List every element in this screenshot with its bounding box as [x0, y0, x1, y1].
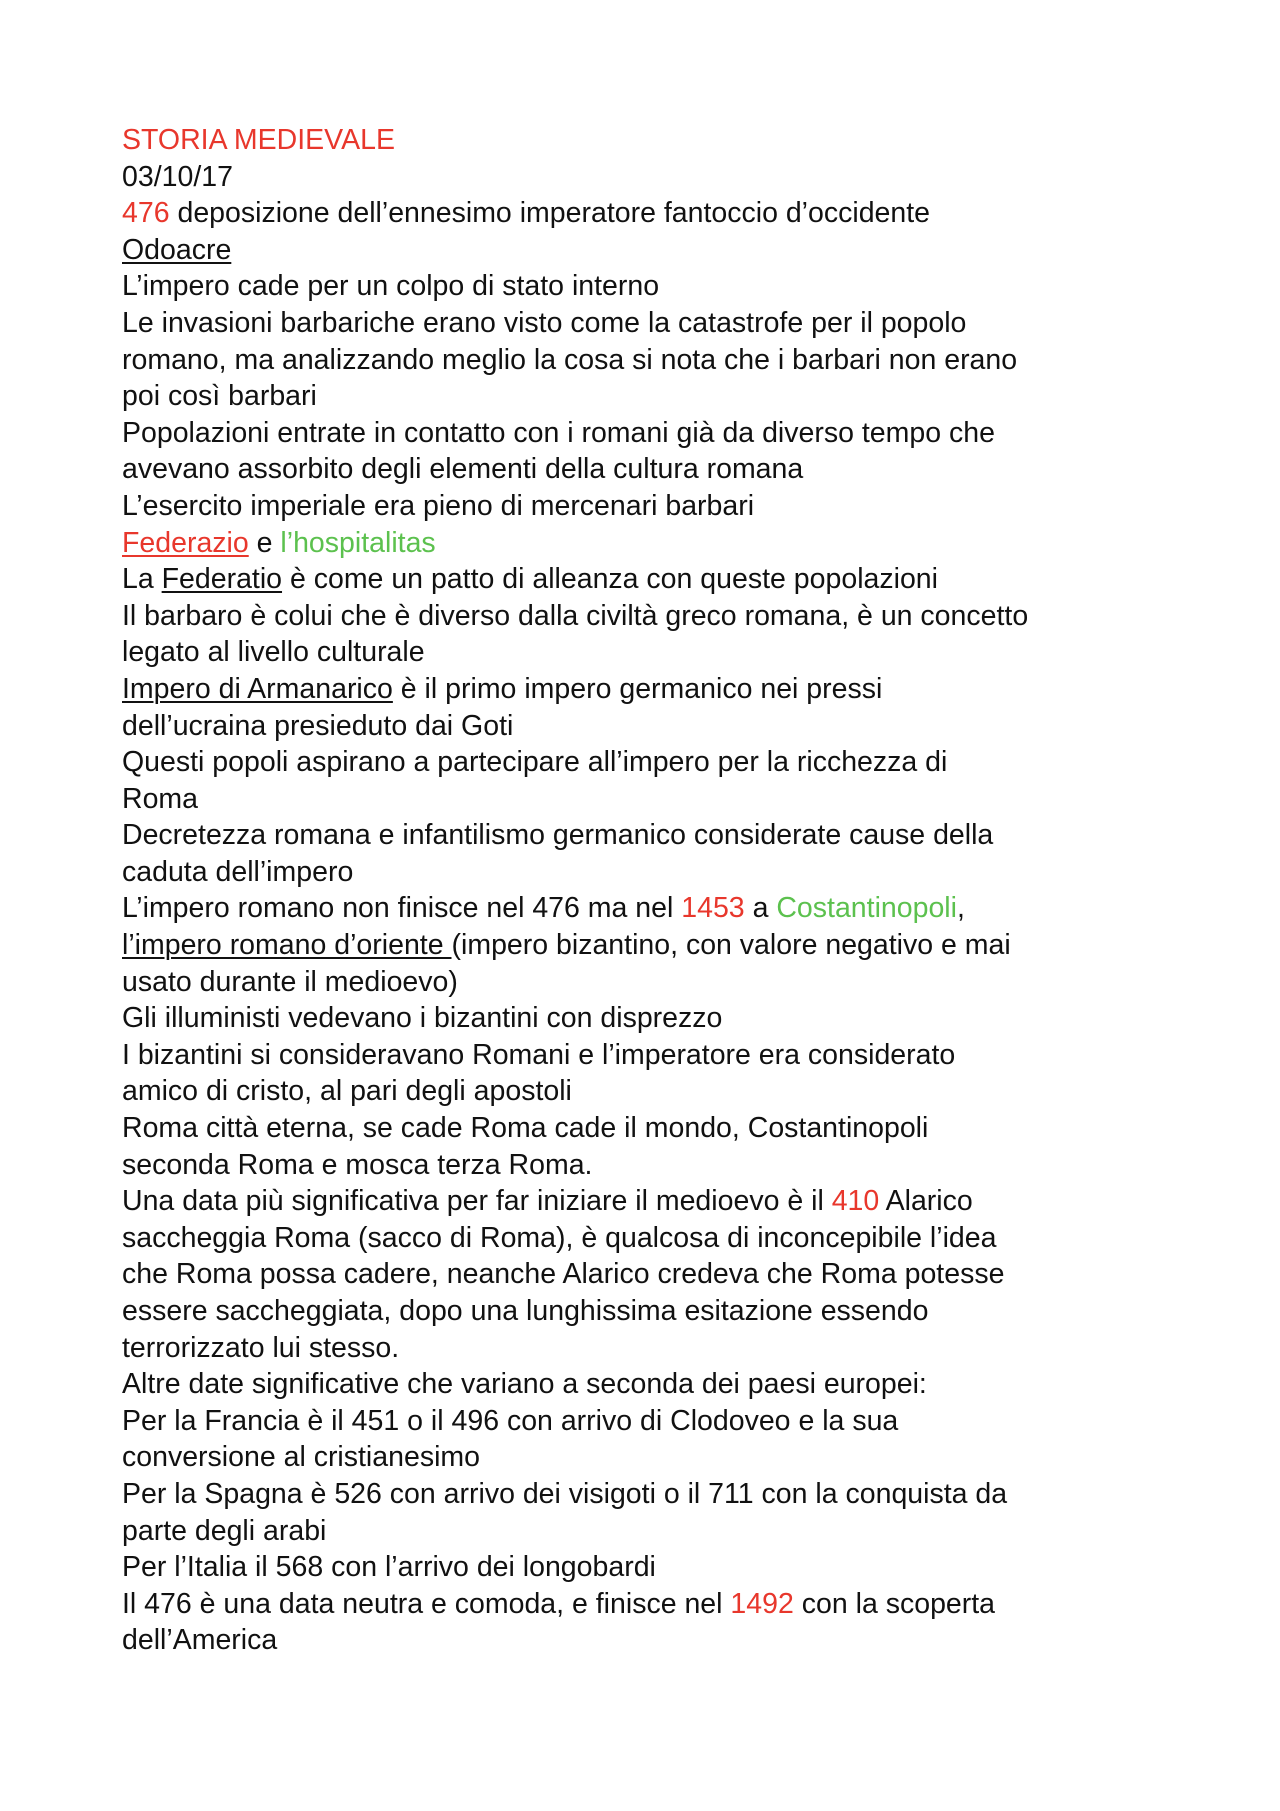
text-segment: dell’America — [122, 1624, 278, 1657]
text-segment: essere saccheggiata, dopo una lunghissima esitazione essendo — [122, 1295, 929, 1327]
text-line — [122, 378, 1202, 415]
text-segment: con la scoperta — [793, 1587, 996, 1620]
text-segment: caduta dell’impero — [122, 855, 354, 888]
text-line — [122, 1439, 1202, 1476]
text-line — [122, 1293, 1202, 1330]
text-segment: La — [122, 563, 162, 596]
text-line — [122, 1366, 1202, 1403]
document-date: 03/10/17 — [122, 160, 233, 193]
text-line — [122, 342, 1202, 379]
text-line — [122, 1220, 1202, 1257]
text-line — [122, 415, 1202, 452]
text-segment: (impero bizantino, con valore negativo e mai — [451, 929, 1011, 962]
text-segment: terrorizzato lui stesso. — [122, 1331, 400, 1364]
text-line — [122, 1476, 1202, 1513]
text-line — [122, 927, 1202, 964]
text-line — [122, 1330, 1202, 1367]
text-line — [122, 1037, 1202, 1074]
text-line — [122, 1403, 1202, 1440]
text-line — [122, 305, 1202, 342]
text-segment: Popolazioni entrate in contatto con i romani già da diverso tempo che — [122, 416, 995, 449]
text-line — [122, 744, 1202, 781]
text-segment: Alarico — [879, 1185, 973, 1218]
text-segment: Gli illuministi vedevano i bizantini con disprezzo — [122, 1002, 723, 1035]
highlighted-term: 1453 — [681, 892, 745, 925]
text-segment: Roma — [122, 782, 199, 815]
text-line — [122, 890, 1202, 927]
highlighted-term: 476 — [122, 197, 170, 230]
text-segment: legato al livello culturale — [122, 636, 425, 669]
highlighted-term: 1492 — [730, 1587, 794, 1620]
text-line — [122, 232, 1202, 269]
text-segment: deposizione dell’ennesimo imperatore fantoccio d’occidente — [169, 197, 931, 230]
text-segment: Questi popoli aspirano a partecipare all’impero per la ricchezza di — [122, 746, 948, 779]
text-segment: che Roma possa cadere, neanche Alarico credeva che Roma potesse — [122, 1258, 1005, 1291]
text-segment: Per la Spagna è 526 con arrivo dei visigoti o il 711 con la conquista da — [122, 1477, 1008, 1510]
document-page — [122, 122, 1202, 1659]
text-segment: Una data più significativa per far iniziare il medioevo è il — [122, 1185, 832, 1218]
text-line — [122, 1549, 1202, 1586]
text-segment: Per l’Italia il 568 con l’arrivo dei longobardi — [122, 1551, 656, 1584]
text-segment: usato durante il medioevo) — [122, 965, 458, 998]
text-line — [122, 964, 1202, 1001]
highlighted-term: Costantinopoli — [776, 892, 957, 925]
text-line — [122, 488, 1202, 525]
text-segment: saccheggia Roma (sacco di Roma), è qualcosa di inconcepibile l’idea — [122, 1221, 997, 1254]
text-segment: romano, ma analizzando meglio la cosa si nota che i barbari non erano — [122, 343, 1018, 376]
text-segment: avevano assorbito degli elementi della cultura romana — [122, 453, 804, 486]
text-segment: Decretezza romana e infantilismo germanico considerate cause della — [122, 819, 994, 852]
highlighted-term: l’impero romano d’oriente — [122, 929, 452, 962]
text-line — [122, 781, 1202, 818]
text-line — [122, 1586, 1202, 1623]
text-segment: Altre date significative che variano a seconda dei paesi europei: — [122, 1368, 927, 1401]
text-line — [122, 1183, 1202, 1220]
text-segment: conversione al cristianesimo — [122, 1441, 480, 1474]
text-segment: e — [248, 526, 281, 559]
document-body — [122, 195, 1202, 1659]
text-line — [122, 1000, 1202, 1037]
text-line — [122, 561, 1202, 598]
text-segment: poi così barbari — [122, 380, 317, 413]
text-line — [122, 598, 1202, 635]
text-line — [122, 195, 1202, 232]
text-line — [122, 634, 1202, 671]
text-segment: Le invasioni barbariche erano visto come la catastrofe per il popolo — [122, 306, 967, 339]
text-segment: Per la Francia è il 451 o il 496 con arrivo di Clodoveo e la sua — [122, 1404, 899, 1437]
text-line — [122, 268, 1202, 305]
highlighted-term: 410 — [831, 1185, 880, 1218]
text-segment: è come un patto di alleanza con queste popolazioni — [282, 563, 938, 596]
text-segment: a — [744, 892, 777, 925]
highlighted-term: Odoacre — [122, 233, 232, 266]
text-segment: I bizantini si consideravano Romani e l’imperatore era considerato — [122, 1038, 956, 1071]
text-segment: L’esercito imperiale era pieno di mercenari barbari — [122, 489, 755, 522]
text-line — [122, 854, 1202, 891]
text-line — [122, 451, 1202, 488]
text-line — [122, 1147, 1202, 1184]
text-segment: Il barbaro è colui che è diverso dalla civiltà greco romana, è un concetto — [122, 599, 1029, 632]
text-segment: seconda Roma e mosca terza Roma. — [122, 1148, 593, 1181]
text-segment: , — [956, 892, 965, 925]
highlighted-term: l’hospitalitas — [280, 526, 436, 559]
highlighted-term: Federatio — [161, 563, 283, 596]
text-line — [122, 525, 1202, 562]
text-line — [122, 1513, 1202, 1550]
text-line — [122, 1622, 1202, 1659]
text-line — [122, 1256, 1202, 1293]
text-segment: parte degli arabi — [122, 1514, 327, 1547]
text-segment: Il 476 è una data neutra e comoda, e finisce nel — [122, 1587, 731, 1620]
text-segment: dell’ucraina presieduto dai Goti — [122, 709, 514, 742]
text-segment: è il primo impero germanico nei pressi — [392, 672, 883, 705]
text-segment: L’impero cade per un colpo di stato interno — [122, 270, 660, 303]
text-line — [122, 1110, 1202, 1147]
text-line — [122, 671, 1202, 708]
document-title: STORIA MEDIEVALE — [122, 124, 395, 156]
text-segment: L’impero romano non finisce nel 476 ma nel — [122, 892, 682, 925]
text-line — [122, 1073, 1202, 1110]
text-segment: amico di cristo, al pari degli apostoli — [122, 1075, 572, 1108]
highlighted-term: Impero di Armanarico — [122, 672, 393, 705]
text-line — [122, 817, 1202, 854]
highlighted-term: Federazio — [122, 526, 249, 559]
text-segment: Roma città eterna, se cade Roma cade il mondo, Costantinopoli — [122, 1112, 929, 1145]
text-line — [122, 708, 1202, 745]
